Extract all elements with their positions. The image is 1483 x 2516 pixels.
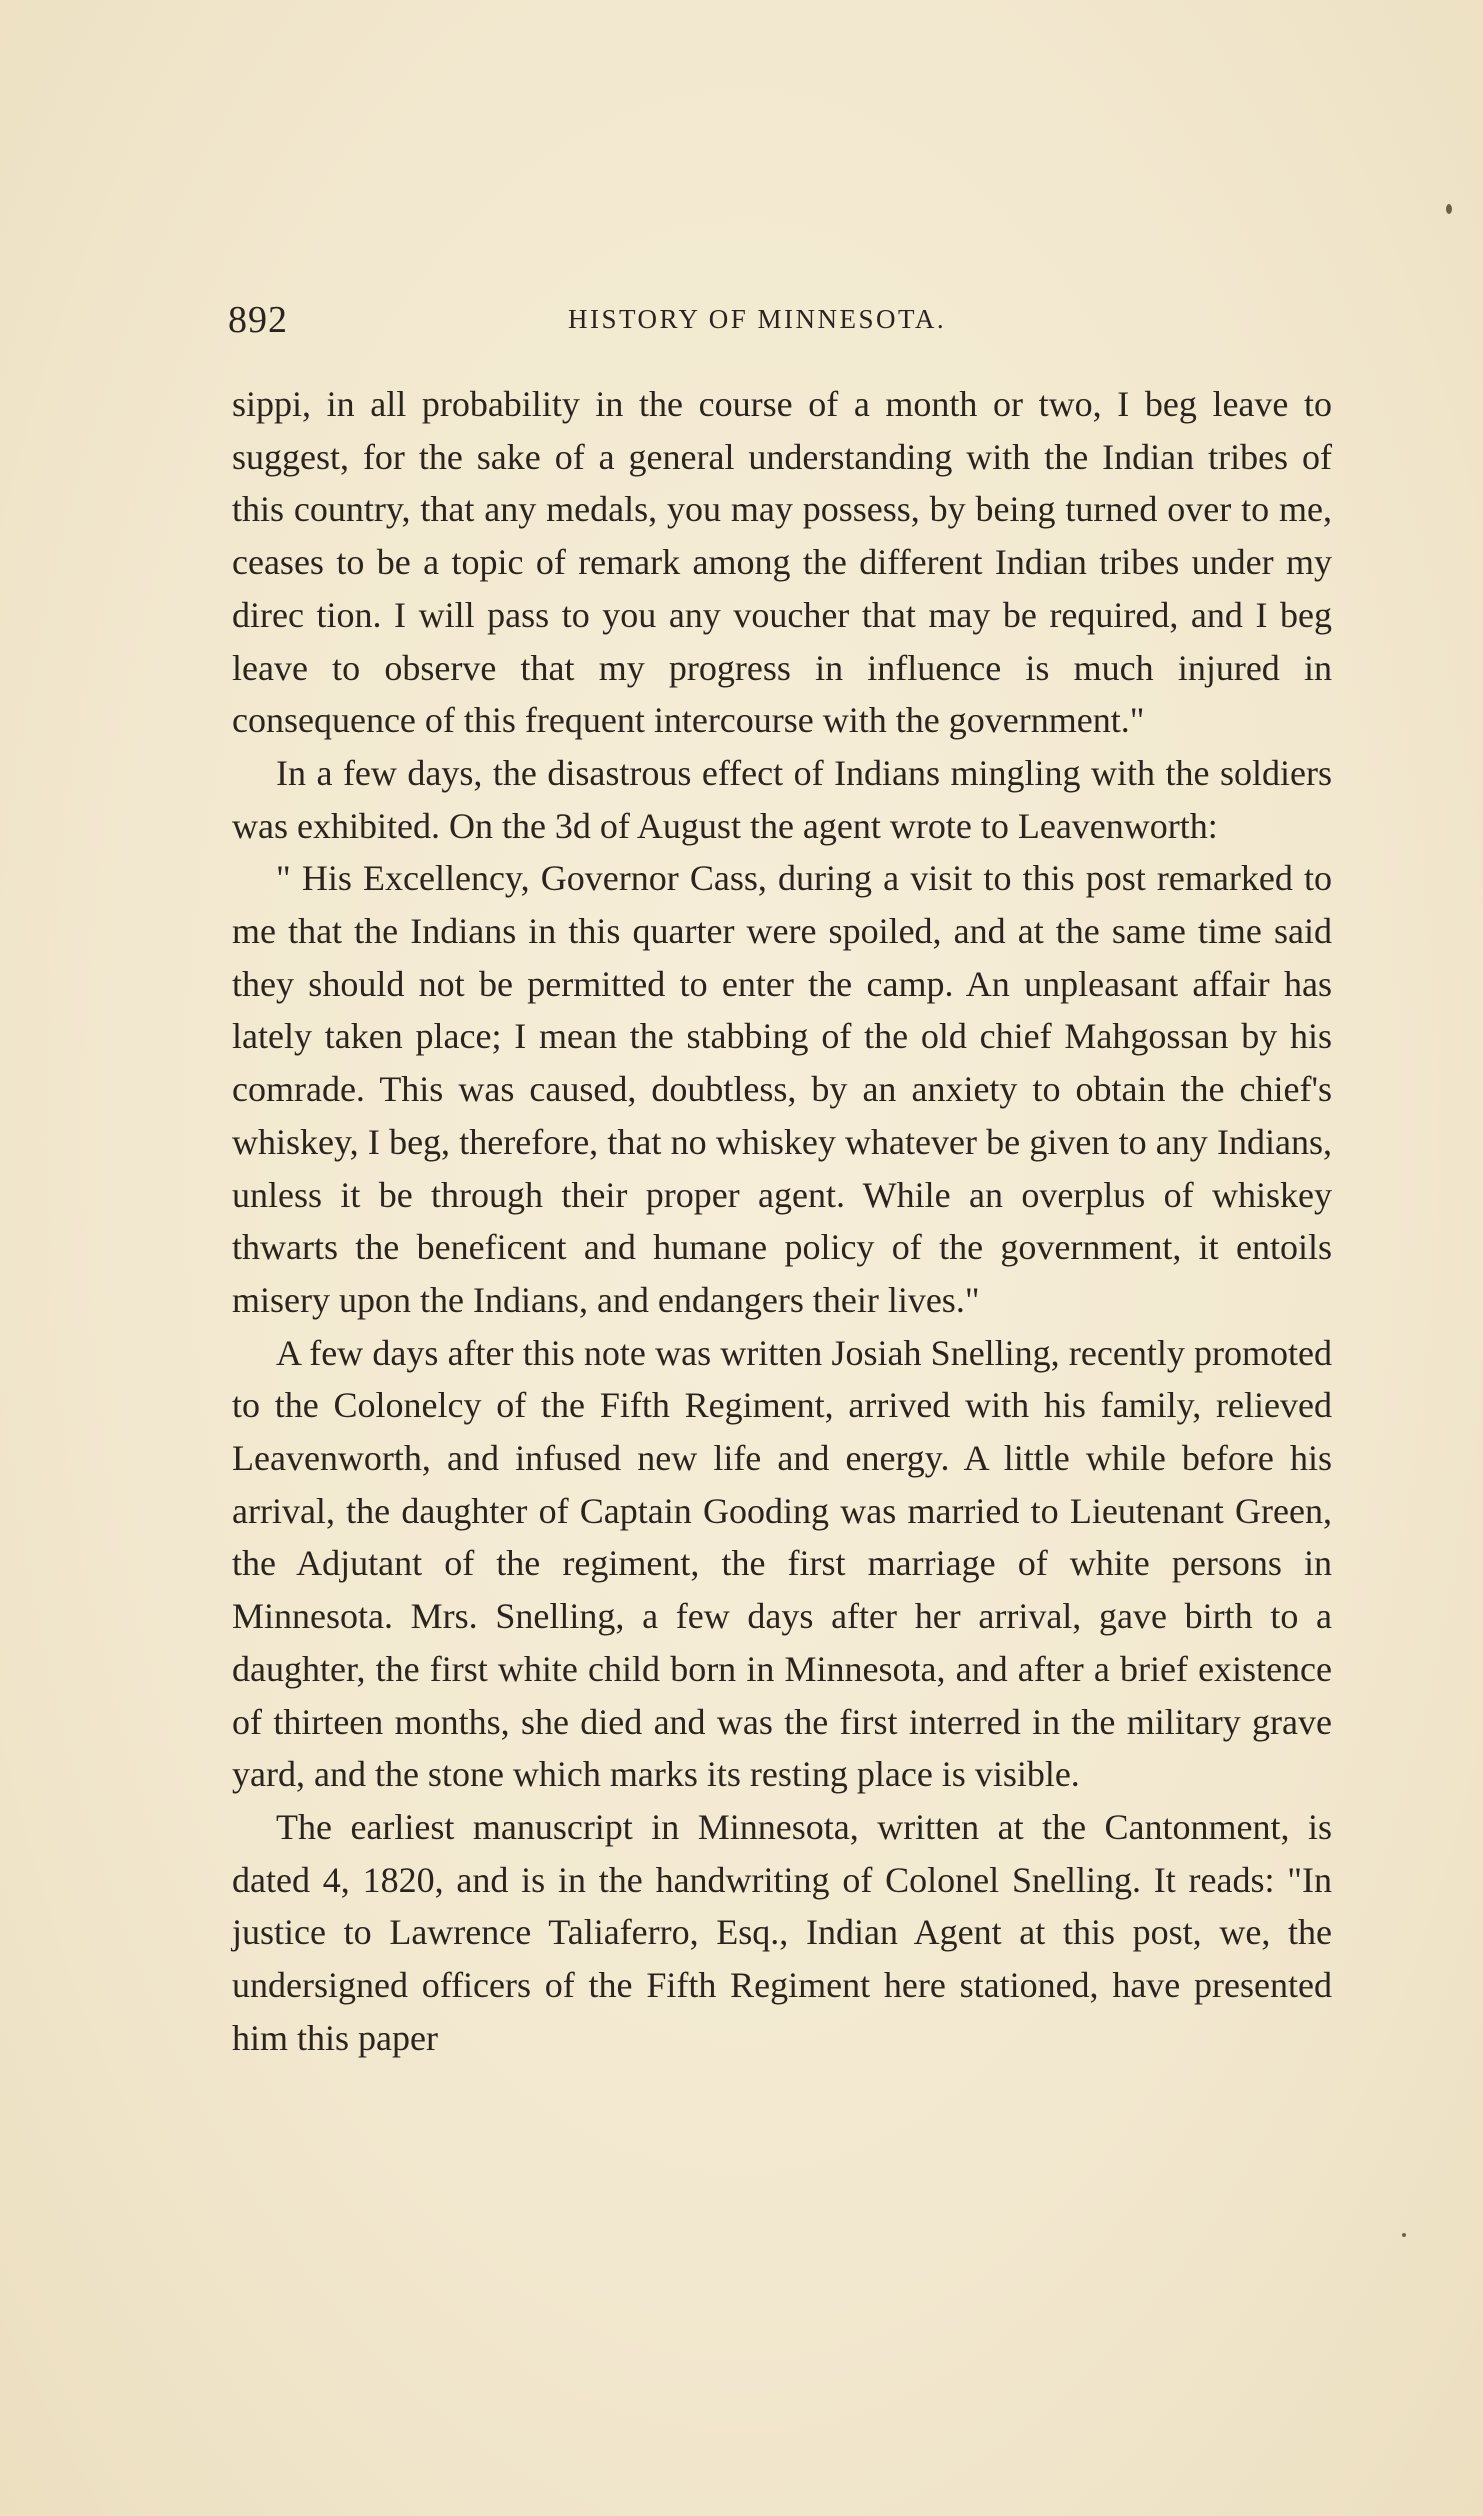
page-header	[228, 298, 1336, 350]
body-text	[232, 378, 1332, 2065]
paragraph-quotation: " His Excellency, Governor Cass, during a visit to this post remarked to me that the Indians in this quarter were spoiled, and at the same time said they should not be permitted to enter the camp. An unpleasant affair has lately taken place; I mean the stabbing of the old chief Mahgossan by his comrade. This was caused, doubtless, by an anxiety to obtain the chief's whiskey, I beg, therefore, that no whiskey whatever be given to any Indians, unless it be through their proper agent. While an overplus of whiskey thwarts the beneficent and humane policy of the government, it entoils misery upon the Indians, and endangers their lives."	[232, 858, 1332, 1320]
paragraph: The earliest manuscript in Minnesota, written at the Cantonment, is dated 4, 1820, and is in the handwriting of Colonel Snelling. It reads: "In justice to Lawrence Taliaferro, Esq., Indian Agent at this post, we, the undersigned officers of the Fifth Regiment here stationed, have presented him this paper	[232, 1806, 1332, 2058]
ink-speck-margin-right	[1402, 2233, 1406, 2237]
paragraph: A few days after this note was written Josiah Snelling, recently promoted to the Colonelcy of the Fifth Regiment, arrived with his family, relieved Leavenworth, and infused new life and energy. A little while before his arrival, the daughter of Captain Gooding was married to Lieutenant Green, the Adjutant of the regiment, the first marriage of white persons in Minnesota. Mrs. Snelling, a few days after her arrival, gave birth to a daughter, the first white child born in Minnesota, and after a brief existence of thirteen months, she died and was the first interred in the military grave yard, and the stone which marks its resting place is visible.	[232, 1332, 1332, 1795]
ink-speck-top-right	[1446, 204, 1452, 214]
running-head: HISTORY OF MINNESOTA.	[568, 304, 947, 334]
paragraph: In a few days, the disastrous effect of Indians mingling with the soldiers was exhibited. On the 3d of August the agent wrote to Leavenworth:	[232, 752, 1332, 846]
paragraph-continued: sippi, in all probability in the course of a month or two, I beg leave to suggest, for the sake of a general understanding with the Indian tribes of this country, that any medals, you may possess, by being turned over to me, ceases to be a topic of remark among the different Indian tribes under my direc tion. I will pass to you any voucher that may be required, and I beg leave to observe that my progress in influence is much injured in consequence of this frequent intercourse with the government."	[232, 384, 1332, 741]
page-number: 892	[228, 299, 288, 341]
